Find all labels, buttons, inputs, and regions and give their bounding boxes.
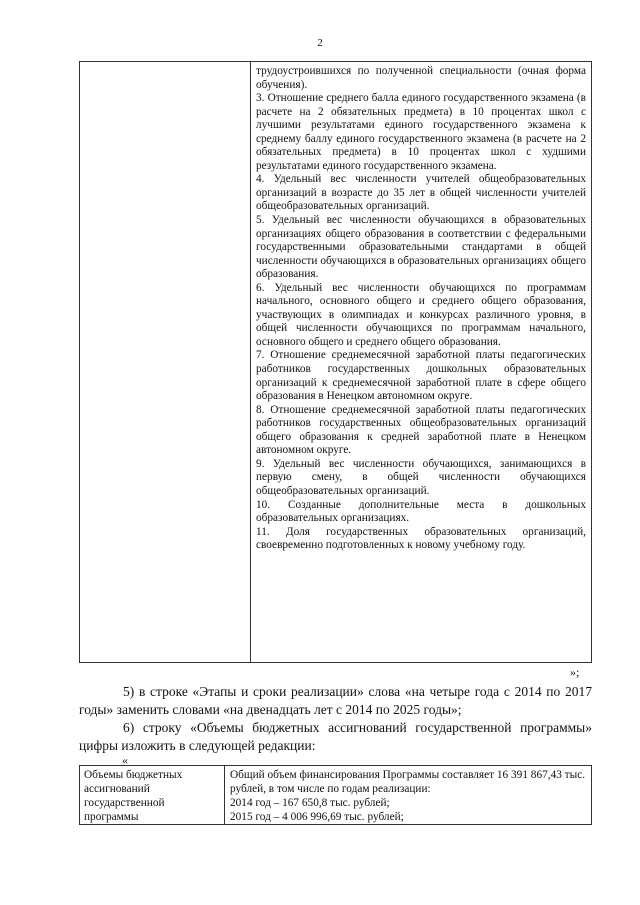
funding-values: [230, 768, 588, 824]
criteria-table: [79, 61, 592, 663]
criteria-item: 9. Удельный вес численности обучающихся, занимающихся в первую смену, в общей численности обучающихся общеобразовательных организаций.: [256, 457, 586, 497]
funding-line: 2014 год – 167 650,8 тыс. рублей;: [230, 797, 390, 809]
criteria-cell: [256, 65, 586, 553]
criteria-item: 10. Созданные дополнительные места в дошкольных образовательных организациях.: [256, 498, 586, 525]
page-number: 2: [317, 37, 323, 49]
criteria-item: трудоустроившихся по полученной специальности (очная форма обучения).: [256, 65, 586, 91]
criteria-item: 11. Доля государственных образовательных организаций, своевременно подготовленных к новому учебному году.: [256, 525, 586, 552]
funding-line: Общий объем финансирования Программы составляет 16 391 867,43 тыс. рублей, в том числе по годам реализации:: [230, 769, 586, 795]
criteria-item: 8. Отношение среднемесячной заработной платы педагогических работников государственных общеобразовательных организаций общего образования к средней заработной плате в Ненецком автономном округе.: [256, 403, 586, 457]
paragraph-6: 6) строку «Объемы бюджетных ассигнований государственной программы» цифры изложить в следующей редакции:: [79, 720, 592, 753]
criteria-item: 4. Удельный вес численности учителей общеобразовательных организаций в возрасте до 35 лет в общей численности учителей общеобразовательных организаций.: [256, 173, 586, 213]
open-quote: «: [122, 753, 128, 767]
paragraph-5: 5) в строке «Этапы и сроки реализации» слова «на четыре года с 2014 по 2017 годы» заменить словами «на двенадцать лет с 2014 по 2025 годы»;: [79, 684, 592, 717]
criteria-item: 7. Отношение среднемесячной заработной платы педагогических работников государственных дошкольных образовательных организаций к среднемесячной заработной плате в сфере общего образования в Ненецком автономном округе.: [256, 349, 586, 403]
column-divider: [250, 62, 251, 662]
criteria-item: 3. Отношение среднего балла единого государственного экзамена (в расчете на 2 обязательных предмета) в 10 процентах школ с лучшими результатами единого государственного экзамена к среднему баллу единого государственного экзамена (в расчете на 2 обязательных предмета) в 10 процентах школ с худшими результатами единого государственного экзамена.: [256, 92, 586, 172]
funding-label: Объемы бюджетных ассигнований государственной программы: [84, 769, 183, 823]
funding-line: 2015 год – 4 006 996,69 тыс. рублей;: [230, 811, 404, 823]
criteria-item: 5. Удельный вес численности обучающихся в образовательных организациях общего образования в соответствии с федеральными государственными образовательными стандартами в общей численности обучающихся в образовательных организациях общего образования.: [256, 214, 586, 281]
criteria-item: 6. Удельный вес численности обучающихся по программам начального, основного общего и среднего общего образования, участвующих в олимпиадах и конкурсах различного уровня, в общей численности обучающихся по программам начального, основного общего и среднего общего образования.: [256, 281, 586, 348]
funding-table: [79, 765, 592, 825]
closing-quote: »;: [570, 665, 580, 679]
column-divider: [224, 766, 225, 824]
